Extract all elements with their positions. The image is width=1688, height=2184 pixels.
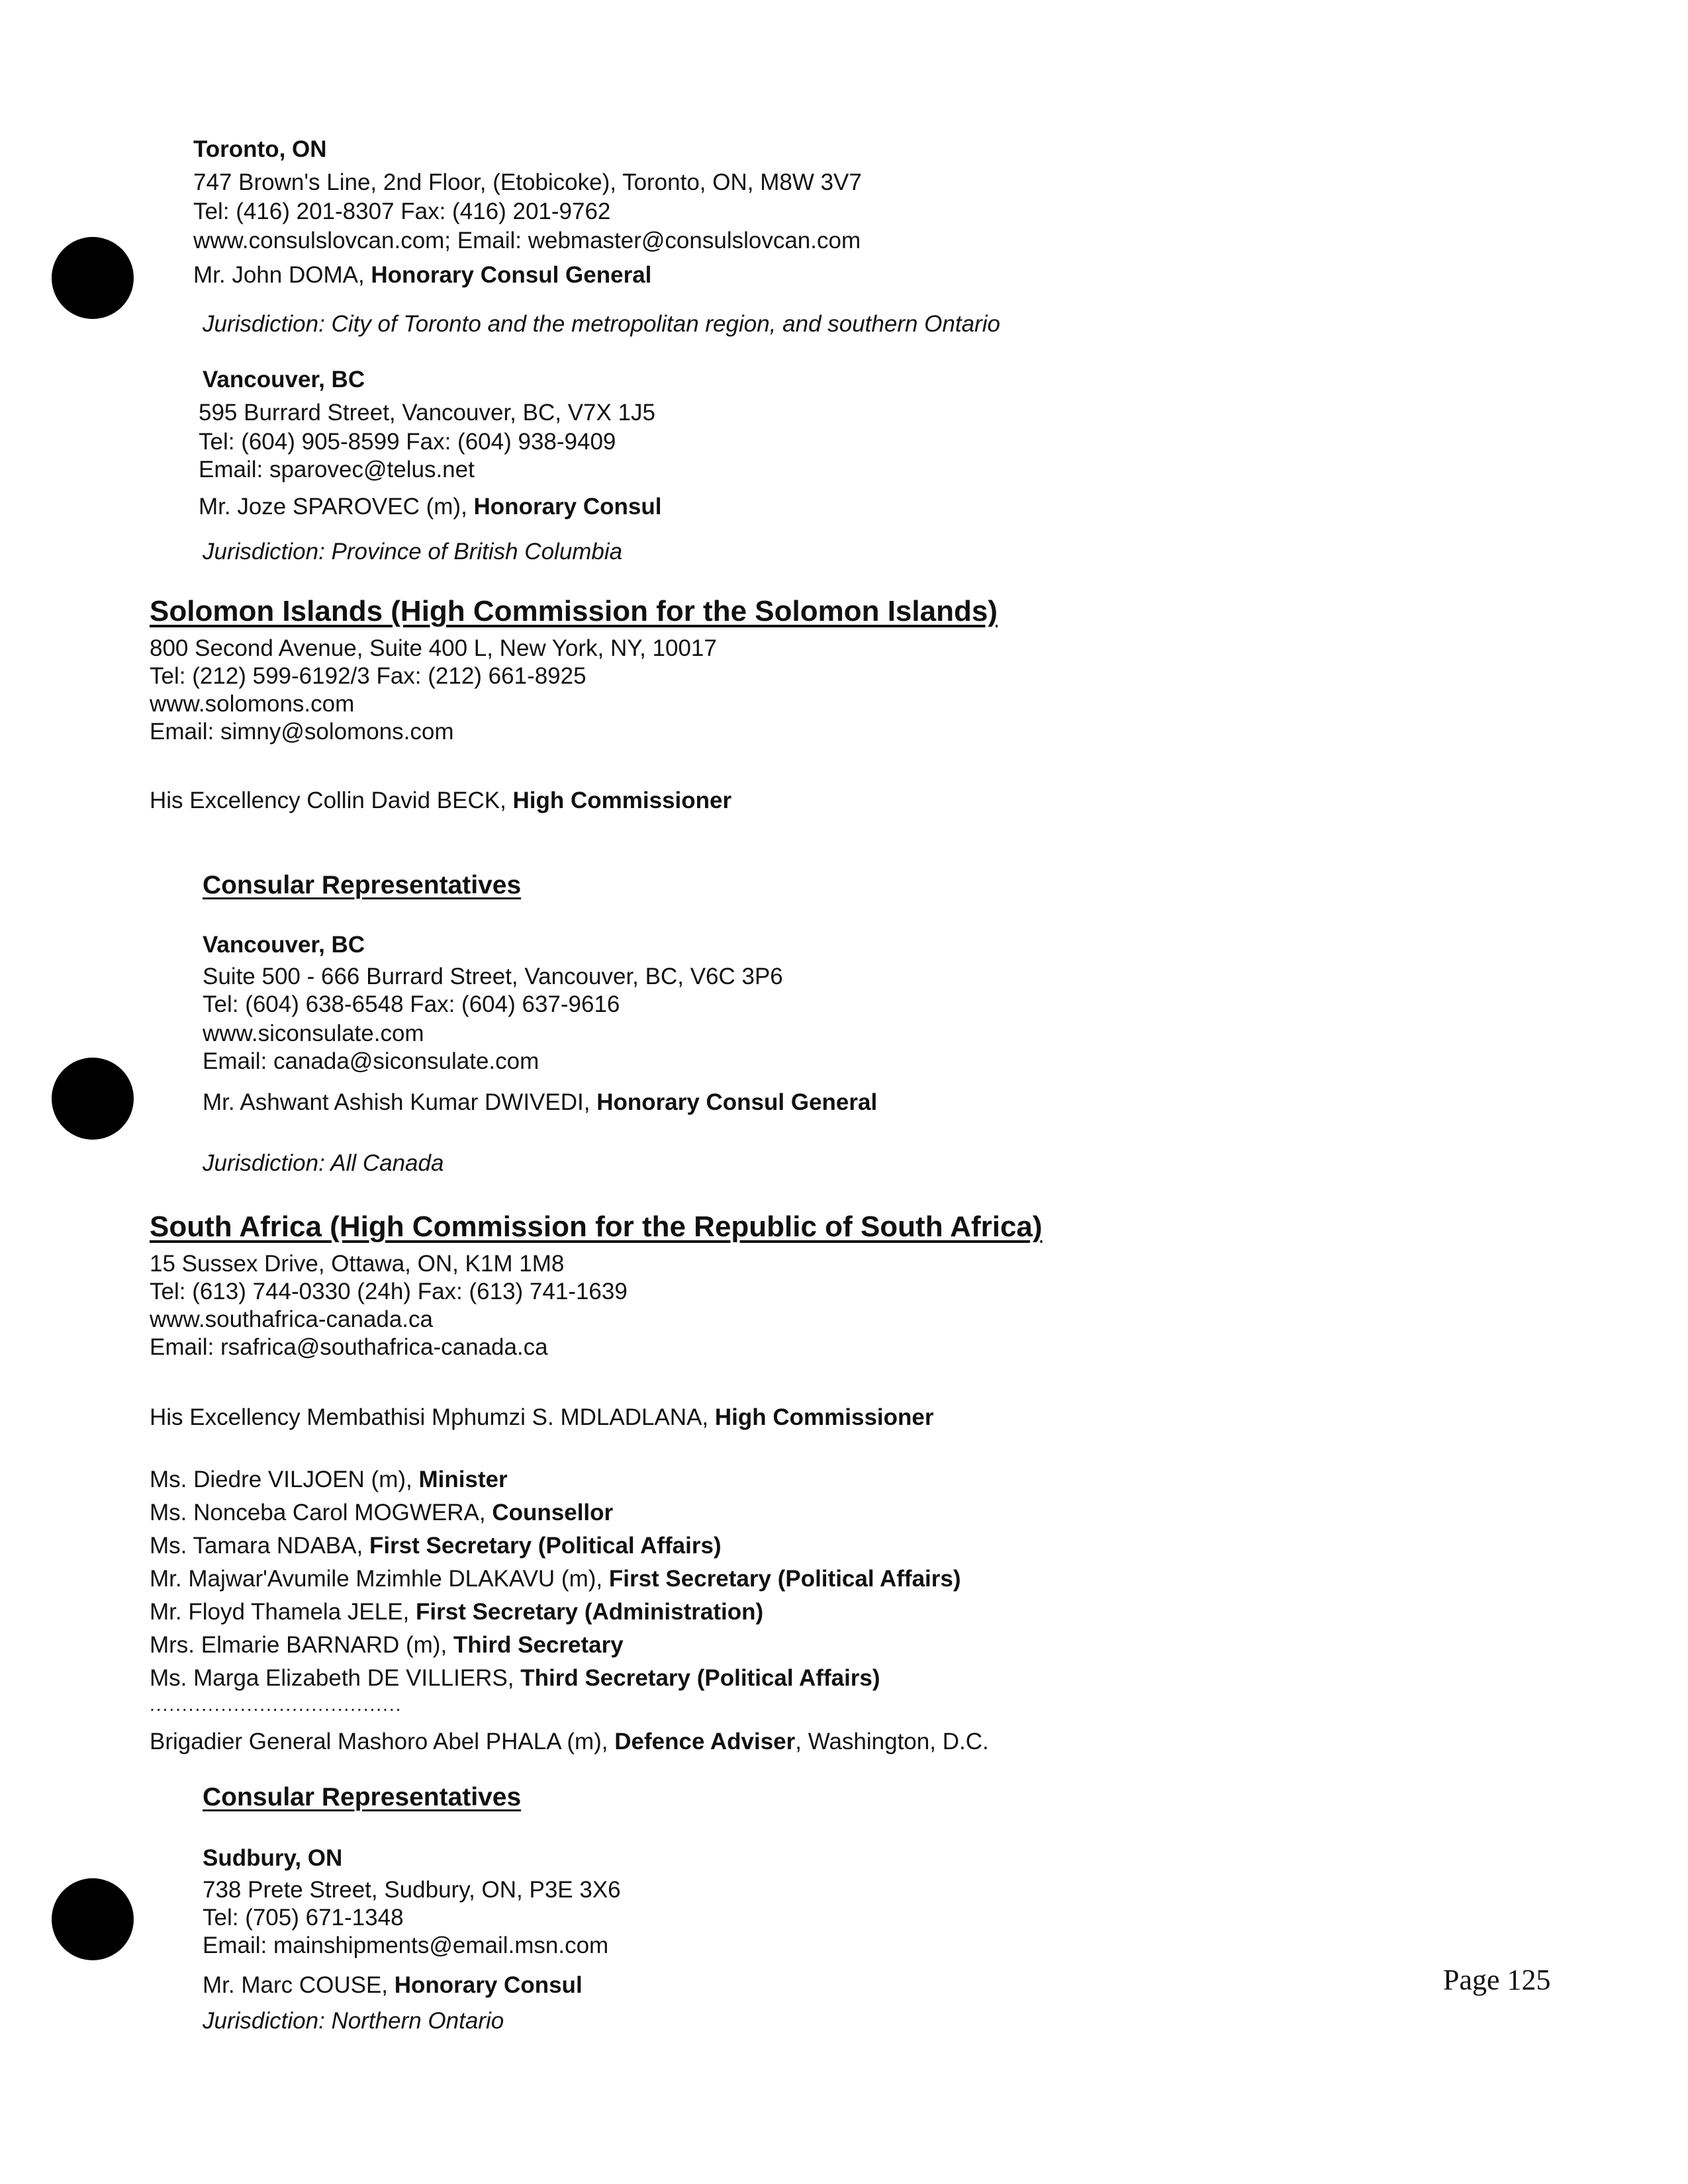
sudbury-jurisdiction: Jurisdiction: Northern Ontario <box>203 2008 504 2034</box>
solomon-email: Email: simny@solomons.com <box>150 719 454 745</box>
toronto-address: 747 Brown's Line, 2nd Floor, (Etobicoke), Toronto, ON, M8W 3V7 <box>193 169 862 195</box>
toronto-tel: Tel: (416) 201-8307 Fax: (416) 201-9762 <box>193 199 611 224</box>
sudbury-email: Email: mainshipments@email.msn.com <box>203 1933 609 1958</box>
south-africa-consular-heading: Consular Representatives <box>203 1783 522 1811</box>
sudbury-person: Mr. Marc COUSE, Honorary Consul <box>203 1972 583 1998</box>
south-africa-head-of-mission: His Excellency Membathisi Mphumzi S. MDLADLANA, High Commissioner <box>150 1404 934 1430</box>
toronto-title: Honorary Consul General <box>371 262 652 288</box>
staff-row: Ms. Tamara NDABA, First Secretary (Political Affairs) <box>150 1533 722 1559</box>
south-africa-web: www.southafrica-canada.ca <box>150 1306 433 1332</box>
solomon-consulate-title: Honorary Consul General <box>596 1089 878 1115</box>
staff-row: Ms. Nonceba Carol MOGWERA, Counsellor <box>150 1500 614 1525</box>
solomon-consulate-tel: Tel: (604) 638-6548 Fax: (604) 637-9616 <box>203 991 620 1017</box>
south-africa-head-title: High Commissioner <box>714 1404 934 1430</box>
vancouver-person: Mr. Joze SPAROVEC (m), Honorary Consul <box>199 494 662 520</box>
solomon-consulate-web: www.siconsulate.com <box>203 1021 424 1046</box>
solomon-address: 800 Second Avenue, Suite 400 L, New York, NY, 10017 <box>150 635 717 661</box>
staff-row: Mrs. Elmarie BARNARD (m), Third Secretary <box>150 1632 624 1658</box>
staff-row: Mr. Floyd Thamela JELE, First Secretary (Administration) <box>150 1599 764 1625</box>
sudbury-city: Sudbury, ON <box>203 1845 343 1871</box>
defence-title: Defence Adviser <box>614 1729 796 1754</box>
vancouver-address: 595 Burrard Street, Vancouver, BC, V7X 1J5 <box>199 400 656 426</box>
separator-dots: ....................................... <box>150 1694 402 1715</box>
vancouver-tel: Tel: (604) 905-8599 Fax: (604) 938-9409 <box>199 429 616 455</box>
toronto-jurisdiction: Jurisdiction: City of Toronto and the metropolitan region, and southern Ontario <box>203 311 1000 337</box>
sudbury-address: 738 Prete Street, Sudbury, ON, P3E 3X6 <box>203 1877 621 1903</box>
solomon-consulate-address: Suite 500 - 666 Burrard Street, Vancouver, BC, V6C 3P6 <box>203 964 783 989</box>
solomon-web: www.solomons.com <box>150 691 355 717</box>
solomon-consulate-city: Vancouver, BC <box>203 932 365 958</box>
punch-hole-top <box>52 237 134 319</box>
vancouver-city: Vancouver, BC <box>203 367 365 392</box>
south-africa-heading: South Africa (High Commission for the Republic of South Africa) <box>150 1210 1043 1243</box>
solomon-consulate-person: Mr. Ashwant Ashish Kumar DWIVEDI, Honorary Consul General <box>203 1089 878 1115</box>
staff-row: Mr. Majwar'Avumile Mzimhle DLAKAVU (m), First Secretary (Political Affairs) <box>150 1566 961 1592</box>
south-africa-address: 15 Sussex Drive, Ottawa, ON, K1M 1M8 <box>150 1251 565 1277</box>
solomon-consulate-email: Email: canada@siconsulate.com <box>203 1048 539 1074</box>
staff-row: Ms. Marga Elizabeth DE VILLIERS, Third Secretary (Political Affairs) <box>150 1665 880 1691</box>
toronto-city: Toronto, ON <box>193 136 327 162</box>
punch-hole-middle <box>52 1058 134 1140</box>
sudbury-title: Honorary Consul <box>394 1972 583 1998</box>
solomon-consular-heading: Consular Representatives <box>203 871 522 899</box>
page-number: Page 125 <box>1443 1964 1551 1996</box>
toronto-web-email: www.consulslovcan.com; Email: webmaster@consulslovcan.com <box>193 228 861 253</box>
solomon-head-title: High Commissioner <box>512 788 732 813</box>
south-africa-email: Email: rsafrica@southafrica-canada.ca <box>150 1334 548 1360</box>
solomon-consulate-jurisdiction: Jurisdiction: All Canada <box>203 1150 444 1176</box>
south-africa-tel: Tel: (613) 744-0330 (24h) Fax: (613) 741-1639 <box>150 1279 628 1304</box>
staff-row: Ms. Diedre VILJOEN (m), Minister <box>150 1467 508 1492</box>
solomon-tel: Tel: (212) 599-6192/3 Fax: (212) 661-8925 <box>150 663 586 689</box>
solomon-head-of-mission: His Excellency Collin David BECK, High Commissioner <box>150 788 732 813</box>
vancouver-title: Honorary Consul <box>473 494 662 520</box>
vancouver-email: Email: sparovec@telus.net <box>199 457 475 482</box>
vancouver-jurisdiction: Jurisdiction: Province of British Columbia <box>203 539 623 565</box>
sudbury-tel: Tel: (705) 671-1348 <box>203 1905 404 1931</box>
punch-hole-bottom <box>52 1878 134 1960</box>
solomon-heading: Solomon Islands (High Commission for the Solomon Islands) <box>150 595 998 627</box>
toronto-person: Mr. John DOMA, Honorary Consul General <box>193 262 652 288</box>
south-africa-defence-adviser: Brigadier General Mashoro Abel PHALA (m), Defence Adviser, Washington, D.C. <box>150 1729 989 1754</box>
